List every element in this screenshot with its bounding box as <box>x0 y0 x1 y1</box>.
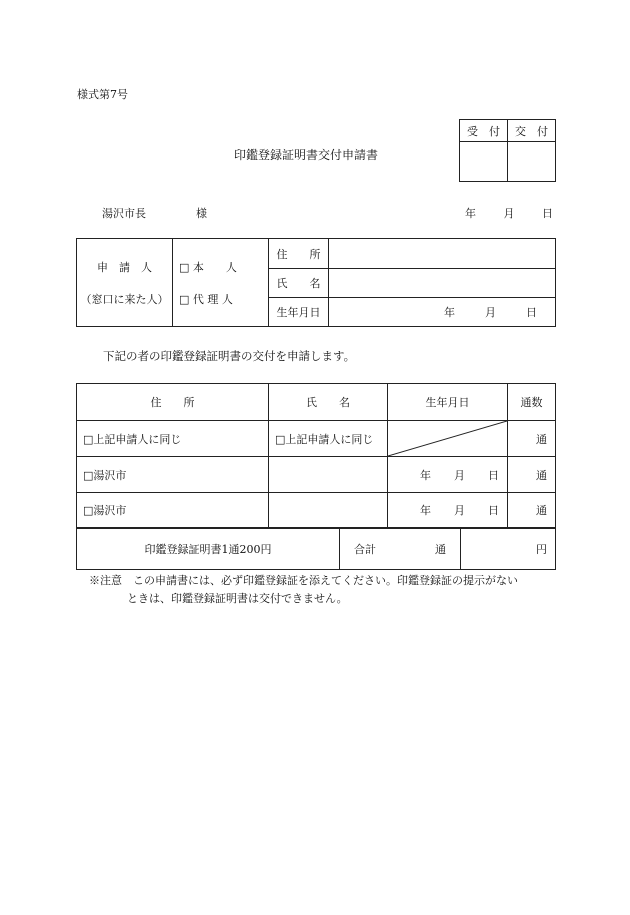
fee-table <box>76 528 556 570</box>
total-yen-cell[interactable]: 円 <box>461 529 556 570</box>
row1-dob-crossed-cell <box>388 421 508 457</box>
applicant-dob-label: 生年月日 <box>269 298 329 327</box>
option-agent-checkbox[interactable]: □ 代 理 人 <box>179 292 233 306</box>
dob-month-label: 月 <box>485 306 496 319</box>
dob-day-label: 日 <box>526 306 537 319</box>
applicant-address-field[interactable] <box>329 239 556 269</box>
row3-dob-field[interactable] <box>388 493 508 528</box>
row3-month: 月 <box>454 504 465 517</box>
reception-stamp-box <box>459 119 556 182</box>
row1-name-checkbox[interactable]: □上記申請人に同じ <box>269 421 388 457</box>
row2-address-checkbox[interactable]: □湯沢市 <box>77 457 269 493</box>
header-address: 住 所 <box>77 384 269 421</box>
applicant-address-label: 住 所 <box>269 239 329 269</box>
stamp-header-received: 受 付 <box>460 120 508 142</box>
total-label: 合計 <box>354 543 376 556</box>
addressee-honorific: 様 <box>196 207 207 220</box>
notice-line-2: ときは、印鑑登録証明書は交付できません。 <box>127 592 348 605</box>
row2-count[interactable]: 通 <box>508 457 556 493</box>
notice <box>89 572 569 608</box>
applicant-name-field[interactable] <box>329 269 556 298</box>
total-unit: 通 <box>435 543 446 556</box>
notice-line-1: ※注意 この申請書には、必ず印鑑登録証を添えてください。印鑑登録証の提示がない <box>89 574 518 587</box>
applicant-name-label: 氏 名 <box>269 269 329 298</box>
header-name: 氏 名 <box>269 384 388 421</box>
date-day-label: 日 <box>542 207 553 220</box>
applicant-label: 申 請 人 <box>97 260 152 274</box>
row3-year: 年 <box>420 504 431 517</box>
row1-address-checkbox[interactable]: □上記申請人に同じ <box>77 421 269 457</box>
row3-count[interactable]: 通 <box>508 493 556 528</box>
header-count: 通数 <box>508 384 556 421</box>
applicant-sublabel: （窓口に来た人） <box>80 292 169 306</box>
stamp-cell-issued <box>508 142 556 182</box>
stamp-cell-received <box>460 142 508 182</box>
row2-month: 月 <box>454 468 465 482</box>
addressee-mayor: 湯沢市長 <box>102 207 146 220</box>
diagonal-strike <box>388 421 507 456</box>
applicant-dob-field[interactable] <box>329 298 556 327</box>
applicant-type-cell <box>173 239 269 327</box>
row3-day: 日 <box>488 504 499 517</box>
request-table <box>76 383 556 528</box>
row3-name-field[interactable] <box>269 493 388 528</box>
intro-text: 下記の者の印鑑登録証明書の交付を申請します。 <box>103 349 356 363</box>
row2-dob-field[interactable] <box>388 457 508 493</box>
row2-year: 年 <box>420 468 431 482</box>
row2-day: 日 <box>488 468 499 482</box>
dob-year-label: 年 <box>444 306 455 319</box>
form-title: 印鑑登録証明書交付申請書 <box>234 148 379 162</box>
row1-count[interactable]: 通 <box>508 421 556 457</box>
total-count-cell[interactable] <box>340 529 461 570</box>
fee-text: 印鑑登録証明書1通200円 <box>77 529 340 570</box>
date-month-label: 月 <box>503 207 515 220</box>
application-date <box>465 205 553 221</box>
stamp-header-issued: 交 付 <box>508 120 556 142</box>
applicant-table <box>76 238 556 327</box>
date-year-label: 年 <box>465 207 476 220</box>
option-self-checkbox[interactable]: □ 本 人 <box>179 260 237 274</box>
row3-address-checkbox[interactable]: □湯沢市 <box>77 493 269 528</box>
form-number: 様式第7号 <box>77 88 128 101</box>
applicant-label-cell <box>77 239 173 327</box>
header-dob: 生年月日 <box>388 384 508 421</box>
row2-name-field[interactable] <box>269 457 388 493</box>
